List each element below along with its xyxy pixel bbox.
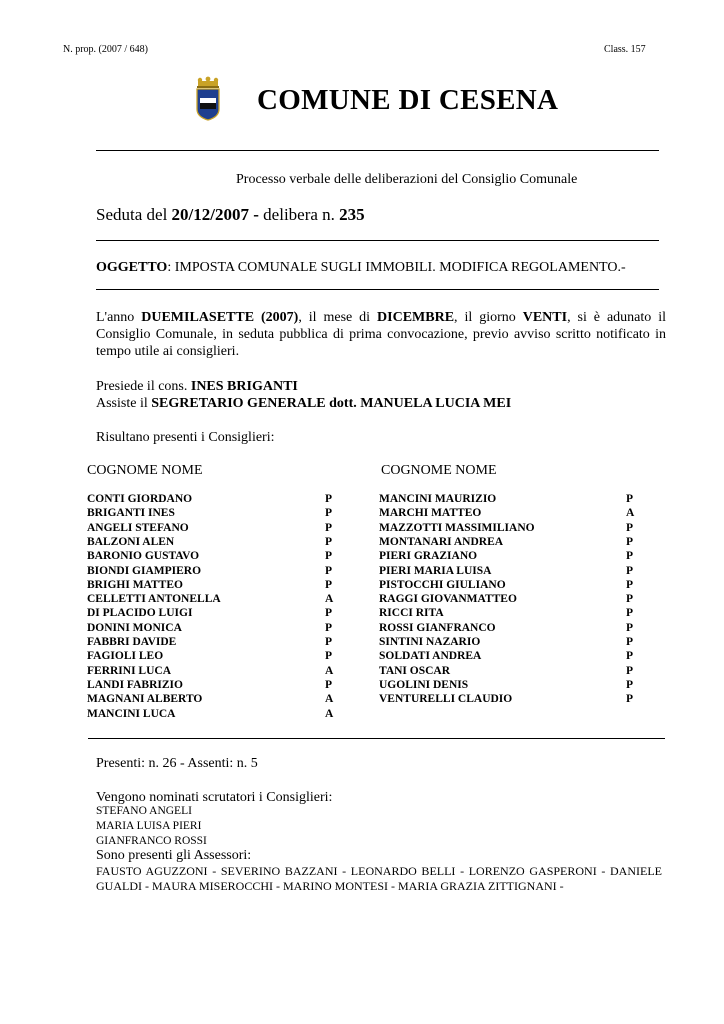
attendance-status: P	[626, 535, 634, 548]
councillor-name: BRIGANTI INES	[87, 507, 175, 520]
councillor-name: DI PLACIDO LUIGI	[87, 607, 193, 620]
attendance-status: P	[325, 493, 333, 505]
attendance-status: P	[325, 607, 333, 620]
attendance-status: P	[626, 593, 634, 606]
intro-text: , si è adunato il Consiglio Comunale, in seduta pubblica di prima convocazione, previo avviso scritto notificato in tempo utile ai consiglieri.	[96, 310, 666, 359]
presiding-line	[96, 378, 298, 395]
intro-year: DUEMILASETTE (2007)	[141, 310, 299, 325]
councillor-name: SOLDATI ANDREA	[379, 650, 482, 663]
assessors-list: FAUSTO AGUZZONI - SEVERINO BAZZANI - LEONARDO BELLI - LORENZO GASPERONI - DANIELE GUALDI - MAURA MISEROCCHI - MARINO MONTESI - MARIA GRAZIA ZITTIGNANI -	[96, 864, 662, 893]
councillor-name: MANCINI MAURIZIO	[379, 493, 497, 505]
divider	[88, 738, 665, 739]
session-date: 20/12/2007	[171, 205, 249, 224]
assist-name: SEGRETARIO GENERALE dott. MANUELA LUCIA MEI	[151, 396, 512, 411]
councillor-name: ANGELI STEFANO	[87, 521, 189, 534]
divider	[96, 150, 659, 151]
classification: Class. 157	[604, 44, 646, 55]
intro-day: VENTI	[522, 310, 568, 325]
attendance-status: P	[325, 636, 333, 648]
attendance-status: P	[325, 507, 333, 520]
proposal-number: N. prop. (2007 / 648)	[63, 44, 148, 55]
document-subtitle: Processo verbale delle deliberazioni del Consiglio Comunale	[236, 172, 578, 187]
attendance-status: A	[325, 664, 334, 677]
subject-line	[96, 259, 626, 276]
scrutineer-name: GIANFRANCO ROSSI	[96, 835, 207, 847]
attendance-status: A	[325, 693, 334, 706]
intro-text: L'anno	[96, 310, 142, 325]
councillor-name: TANI OSCAR	[379, 664, 451, 677]
attendance-status: A	[325, 707, 334, 720]
divider	[96, 240, 659, 241]
councillor-name: FAGIOLI LEO	[87, 650, 164, 663]
intro-paragraph	[96, 309, 666, 360]
attendance-status: P	[325, 650, 333, 663]
councillor-name: SINTINI NAZARIO	[379, 636, 481, 648]
attendance-status: P	[626, 550, 634, 563]
presiding-name: INES BRIGANTI	[190, 379, 298, 394]
intro-text: , il giorno	[454, 310, 523, 325]
attendance-status: P	[325, 678, 333, 691]
councillor-name: PIERI MARIA LUISA	[379, 564, 492, 577]
councillor-name: ROSSI GIANFRANCO	[379, 621, 496, 634]
attendance-status: A	[626, 507, 635, 520]
councillor-name: MANCINI LUCA	[87, 707, 176, 720]
councillor-name: MARCHI MATTEO	[379, 507, 482, 520]
attendance-status: P	[626, 521, 634, 534]
present-intro: Risultano presenti i Consiglieri:	[96, 430, 275, 445]
attendance-status: P	[325, 550, 333, 563]
assisting-line	[96, 395, 511, 412]
column-header-left: COGNOME NOME	[87, 463, 203, 478]
intro-month: DICEMBRE	[377, 310, 455, 325]
attendance-status: P	[626, 678, 634, 691]
presiding-label: Presiede il cons.	[96, 379, 191, 394]
subject-label: OGGETTO	[96, 260, 168, 275]
councillor-name: MONTANARI ANDREA	[379, 535, 504, 548]
councillor-name: MAZZOTTI MASSIMILIANO	[379, 521, 535, 534]
councillor-name: BIONDI GIAMPIERO	[87, 564, 202, 577]
assessors-intro: Sono presenti gli Assessori:	[96, 848, 252, 863]
scrutineers-intro: Vengono nominati scrutatori i Consiglieri:	[96, 790, 333, 805]
councillor-name: RAGGI GIOVANMATTEO	[379, 593, 517, 606]
attendance-status: P	[626, 493, 634, 505]
page-title: COMUNE DI CESENA	[257, 84, 559, 116]
councillor-name: RICCI RITA	[379, 607, 444, 620]
attendance-status: P	[325, 535, 333, 548]
scrutineer-name: MARIA LUISA PIERI	[96, 820, 202, 832]
councillor-name: LANDI FABRIZIO	[87, 678, 183, 691]
attendance-status: P	[626, 693, 634, 706]
column-header-right: COGNOME NOME	[381, 463, 497, 478]
attendance-status: P	[626, 578, 634, 591]
attendance-status: P	[325, 521, 333, 534]
delibera-number: 235	[339, 205, 365, 224]
assist-label: Assiste il	[96, 396, 152, 411]
subject-text: : IMPOSTA COMUNALE SUGLI IMMOBILI. MODIFICA REGOLAMENTO.-	[167, 260, 626, 275]
councillor-name: CELLETTI ANTONELLA	[87, 593, 221, 606]
attendance-status: P	[626, 636, 634, 648]
councillor-name: BRIGHI MATTEO	[87, 578, 183, 591]
councillor-name: VENTURELLI CLAUDIO	[379, 693, 513, 706]
councillor-name: FABBRI DAVIDE	[87, 636, 177, 648]
councillor-name: DONINI MONICA	[87, 621, 182, 634]
councillor-name: PIERI GRAZIANO	[379, 550, 478, 563]
attendance-status: A	[325, 593, 334, 606]
councillor-name: MAGNANI ALBERTO	[87, 693, 203, 706]
councillor-name: FERRINI LUCA	[87, 664, 172, 677]
councillor-name: PISTOCCHI GIULIANO	[379, 578, 506, 591]
session-line	[96, 205, 365, 225]
councillor-name: CONTI GIORDANO	[87, 493, 193, 505]
attendance-totals: Presenti: n. 26 - Assenti: n. 5	[96, 756, 258, 771]
session-prefix: Seduta del	[96, 205, 172, 224]
session-separator: -	[249, 205, 264, 224]
attendance-status: P	[626, 621, 634, 634]
attendance-status: P	[325, 564, 333, 577]
scrutineer-name: STEFANO ANGELI	[96, 805, 192, 817]
attendance-status: P	[626, 564, 634, 577]
intro-text: , il mese di	[298, 310, 378, 325]
delibera-label: delibera n.	[263, 205, 340, 224]
attendance-status: P	[626, 607, 634, 620]
divider	[96, 289, 659, 290]
councillor-name: UGOLINI DENIS	[379, 678, 469, 691]
councillor-name: BARONIO GUSTAVO	[87, 550, 200, 563]
attendance-status: P	[325, 621, 333, 634]
attendance-status: P	[626, 650, 634, 663]
city-emblem	[193, 75, 223, 121]
councillor-name: BALZONI ALEN	[87, 535, 175, 548]
attendance-status: P	[626, 664, 634, 677]
attendance-status: P	[325, 578, 333, 591]
